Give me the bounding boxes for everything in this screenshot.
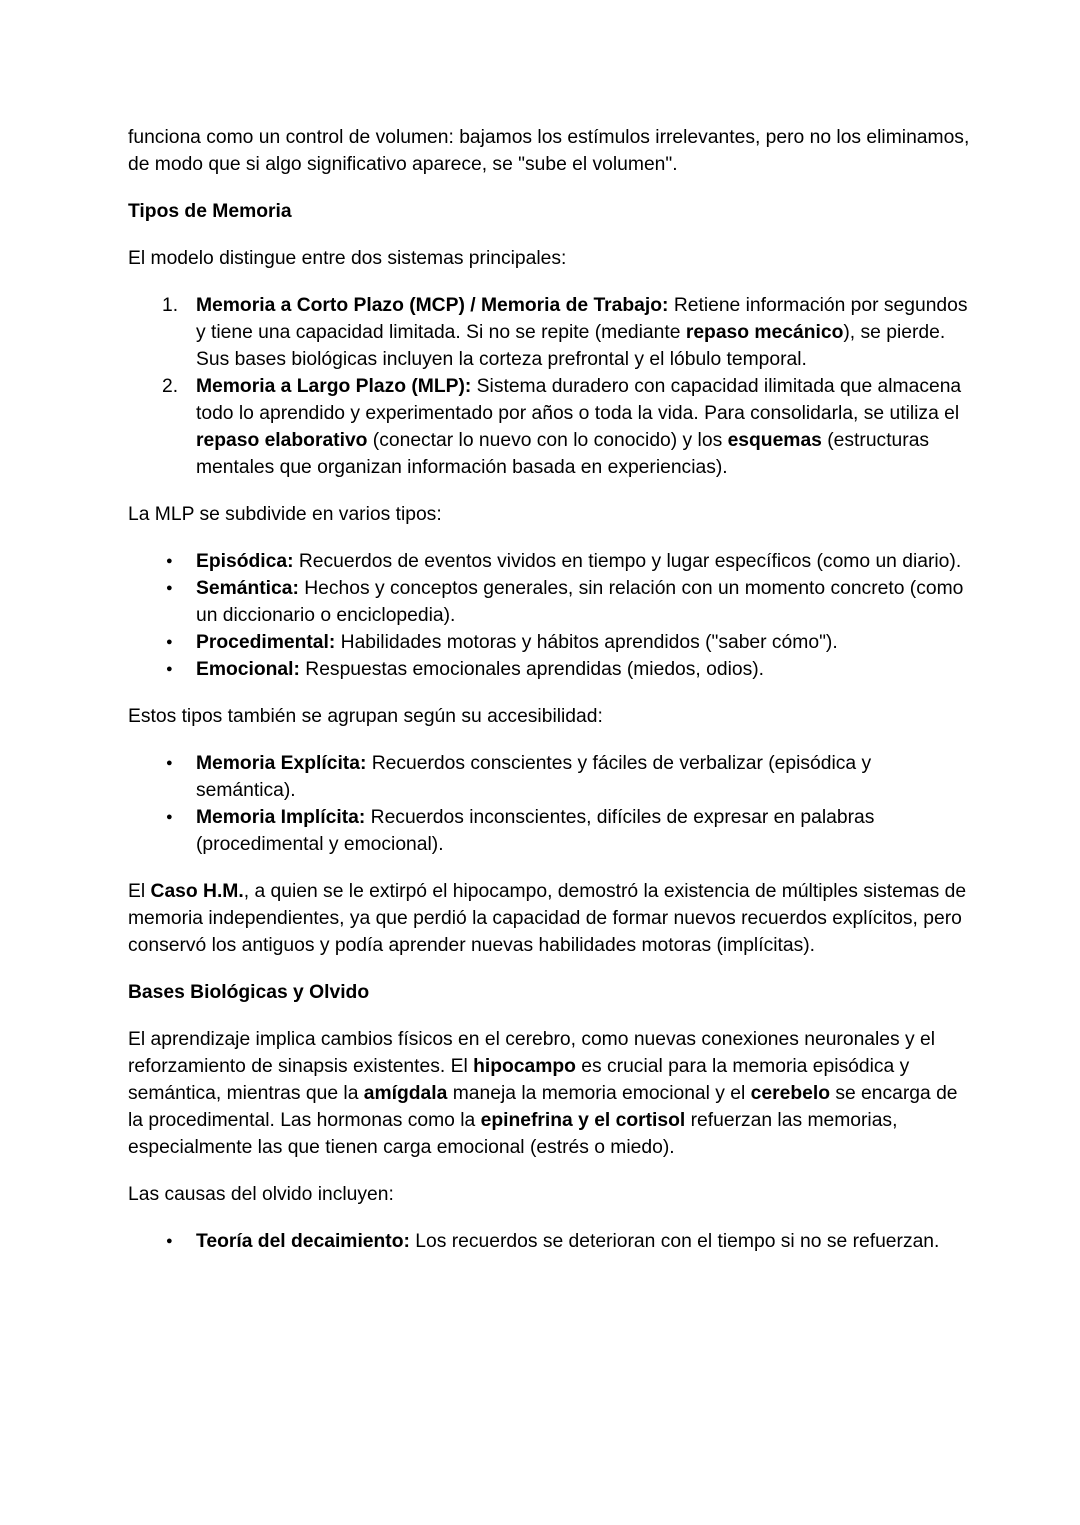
bold-text: repaso elaborativo — [196, 430, 368, 451]
text: El aprendizaje implica cambios físicos en el cerebro, como nuevas conexiones neuronales y el reforzamiento de sinapsis existentes. El — [128, 1029, 936, 1077]
bold-text: epinefrina y el cortisol — [480, 1110, 686, 1131]
text: Habilidades motoras y hábitos aprendidos ("saber cómo"). — [335, 632, 838, 653]
paragraph — [128, 501, 972, 528]
text: refuerzan las memorias, especialmente las que tienen carga emocional (estrés o miedo). — [128, 1110, 898, 1158]
text: El — [128, 881, 151, 902]
paragraph — [128, 1181, 972, 1208]
paragraph — [128, 878, 972, 959]
text: se encarga de la procedimental. Las hormonas como la — [128, 1083, 958, 1131]
list-item — [196, 804, 972, 858]
ordered-list — [128, 292, 972, 481]
text: Retiene información por segundos y tiene una capacidad limitada. Si no se repite (mediante — [196, 295, 968, 343]
bold-text: hipocampo — [473, 1056, 576, 1077]
text: Estos tipos también se agrupan según su accesibilidad: — [128, 706, 603, 727]
text: Hechos y conceptos generales, sin relación con un momento concreto (como un diccionario o enciclopedia). — [196, 578, 964, 626]
text: ), se pierde. Sus bases biológicas incluyen la corteza prefrontal y el lóbulo temporal. — [196, 322, 946, 370]
paragraph — [128, 124, 972, 178]
section-heading — [128, 198, 972, 225]
list-item — [196, 575, 972, 629]
list-item — [196, 373, 972, 481]
list-item — [196, 750, 972, 804]
document-content — [128, 124, 972, 1255]
bullet-list — [128, 548, 972, 683]
text: (conectar lo nuevo con lo conocido) y los — [367, 430, 728, 451]
text: La MLP se subdivide en varios tipos: — [128, 504, 442, 525]
bold-text: Memoria Explícita: — [196, 753, 367, 774]
paragraph — [128, 703, 972, 730]
bold-text: Emocional: — [196, 659, 300, 680]
text: El modelo distingue entre dos sistemas principales: — [128, 248, 567, 269]
bold-text: Episódica: — [196, 551, 294, 572]
text: Recuerdos inconscientes, difíciles de expresar en palabras (procedimental y emocional). — [196, 807, 875, 855]
paragraph — [128, 245, 972, 272]
text: funciona como un control de volumen: bajamos los estímulos irrelevantes, pero no los eliminamos, de modo que si algo significativo aparece, se "sube el volumen". — [128, 127, 970, 175]
bold-text: Memoria Implícita: — [196, 807, 366, 828]
text: maneja la memoria emocional y el — [447, 1083, 751, 1104]
bold-text: Semántica: — [196, 578, 299, 599]
text: Recuerdos conscientes y fáciles de verbalizar (episódica y semántica). — [196, 753, 872, 801]
section-heading — [128, 979, 972, 1006]
text: Recuerdos de eventos vividos en tiempo y lugar específicos (como un diario). — [293, 551, 962, 572]
text: es crucial para la memoria episódica y semántica, mientras que la — [128, 1056, 910, 1104]
bullet-list — [128, 750, 972, 858]
bold-text: Memoria a Corto Plazo (MCP) / Memoria de Trabajo: — [196, 295, 669, 316]
text: Sistema duradero con capacidad ilimitada que almacena todo lo aprendido y experimentado por años o toda la vida. Para consolidarla, se utiliza el — [196, 376, 962, 424]
bold-text: Teoría del decaimiento: — [196, 1231, 410, 1252]
list-item — [196, 292, 972, 373]
list-item — [196, 656, 972, 683]
bold-text: repaso mecánico — [685, 322, 844, 343]
bold-text: Tipos de Memoria — [128, 201, 292, 222]
bullet-list — [128, 1228, 972, 1255]
list-item — [196, 629, 972, 656]
text: , a quien se le extirpó el hipocampo, demostró la existencia de múltiples sistemas de memoria independientes, ya que perdió la capacidad de formar nuevos recuerdos explícitos, pero conservó los antiguos y podía aprender nuevas habilidades motoras (implícitas). — [128, 881, 967, 956]
text: Respuestas emocionales aprendidas (miedos, odios). — [299, 659, 764, 680]
bold-text: amígdala — [363, 1083, 448, 1104]
bold-text: Procedimental: — [196, 632, 336, 653]
text: (estructuras mentales que organizan información basada en experiencias). — [196, 430, 930, 478]
bold-text: cerebelo — [750, 1083, 830, 1104]
bold-text: esquemas — [727, 430, 822, 451]
bold-text: Bases Biológicas y Olvido — [128, 982, 370, 1003]
bold-text: Caso H.M. — [150, 881, 244, 902]
text: Las causas del olvido incluyen: — [128, 1184, 394, 1205]
list-item — [196, 1228, 972, 1255]
paragraph — [128, 1026, 972, 1161]
list-item — [196, 548, 972, 575]
text: Los recuerdos se deterioran con el tiempo si no se refuerzan. — [409, 1231, 940, 1252]
bold-text: Memoria a Largo Plazo (MLP): — [196, 376, 472, 397]
